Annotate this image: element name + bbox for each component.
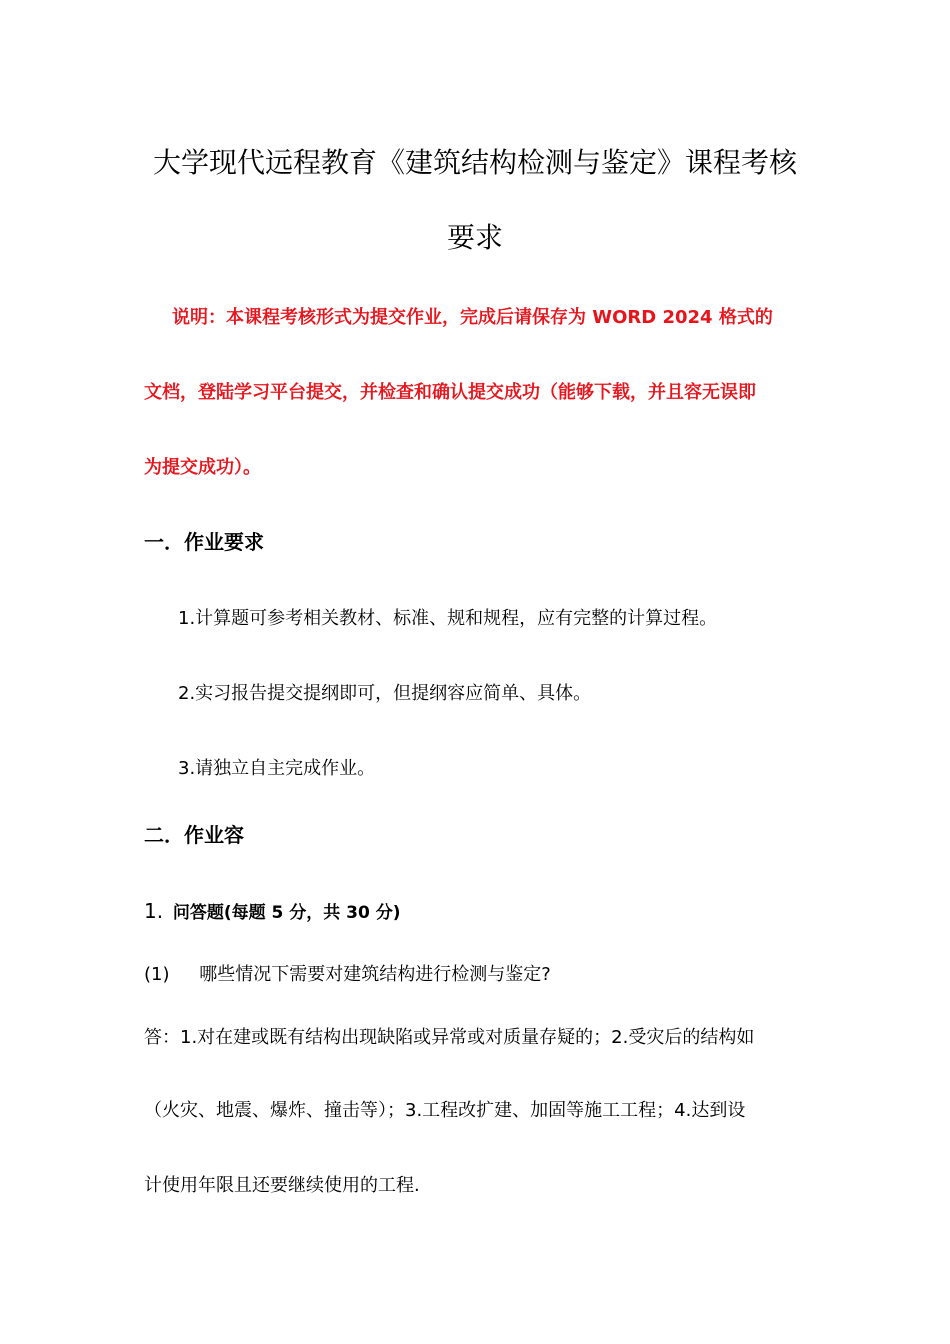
requirement-item-3: 3.请独立自主完成作业。 <box>178 758 376 779</box>
document-title-line1: 大学现代远程教育《建筑结构检测与鉴定》课程考核 <box>152 146 797 179</box>
part1-label: 问答题(每题 5 分，共 30 分) <box>172 903 401 923</box>
answer1-line1: 答：1.对在建或既有结构出现缺陷或异常或对质量存疑的；2.受灾后的结构如 <box>144 1027 755 1048</box>
requirement-item-1: 1.计算题可参考相关教材、标准、规和规程，应有完整的计算过程。 <box>178 608 718 629</box>
notice-line3: 为提交成功）。 <box>144 457 261 478</box>
answer1-line3: 计使用年限且还要继续使用的工程. <box>144 1175 420 1196</box>
part1-number: 1. <box>144 899 164 923</box>
notice-line1: 说明：本课程考核形式为提交作业，完成后请保存为 WORD 2024 格式的 <box>172 307 773 328</box>
answer1-line2: （火灾、地震、爆炸、撞击等）；3.工程改扩建、加固等施工工程；4.达到设 <box>144 1100 746 1121</box>
section1-heading: 一．作业要求 <box>144 530 264 554</box>
question1-number: (1) <box>144 964 170 985</box>
section2-heading: 二．作业容 <box>144 823 244 847</box>
notice-line2: 文档，登陆学习平台提交，并检查和确认提交成功（能够下载，并且容无误即 <box>144 382 756 403</box>
question1-text: 哪些情况下需要对建筑结构进行检测与鉴定? <box>199 964 551 985</box>
part1-heading <box>144 899 401 925</box>
requirement-item-2: 2.实习报告提交提纲即可，但提纲容应简单、具体。 <box>178 683 592 704</box>
question1 <box>144 963 551 987</box>
document-title-line2: 要求 <box>446 221 503 254</box>
